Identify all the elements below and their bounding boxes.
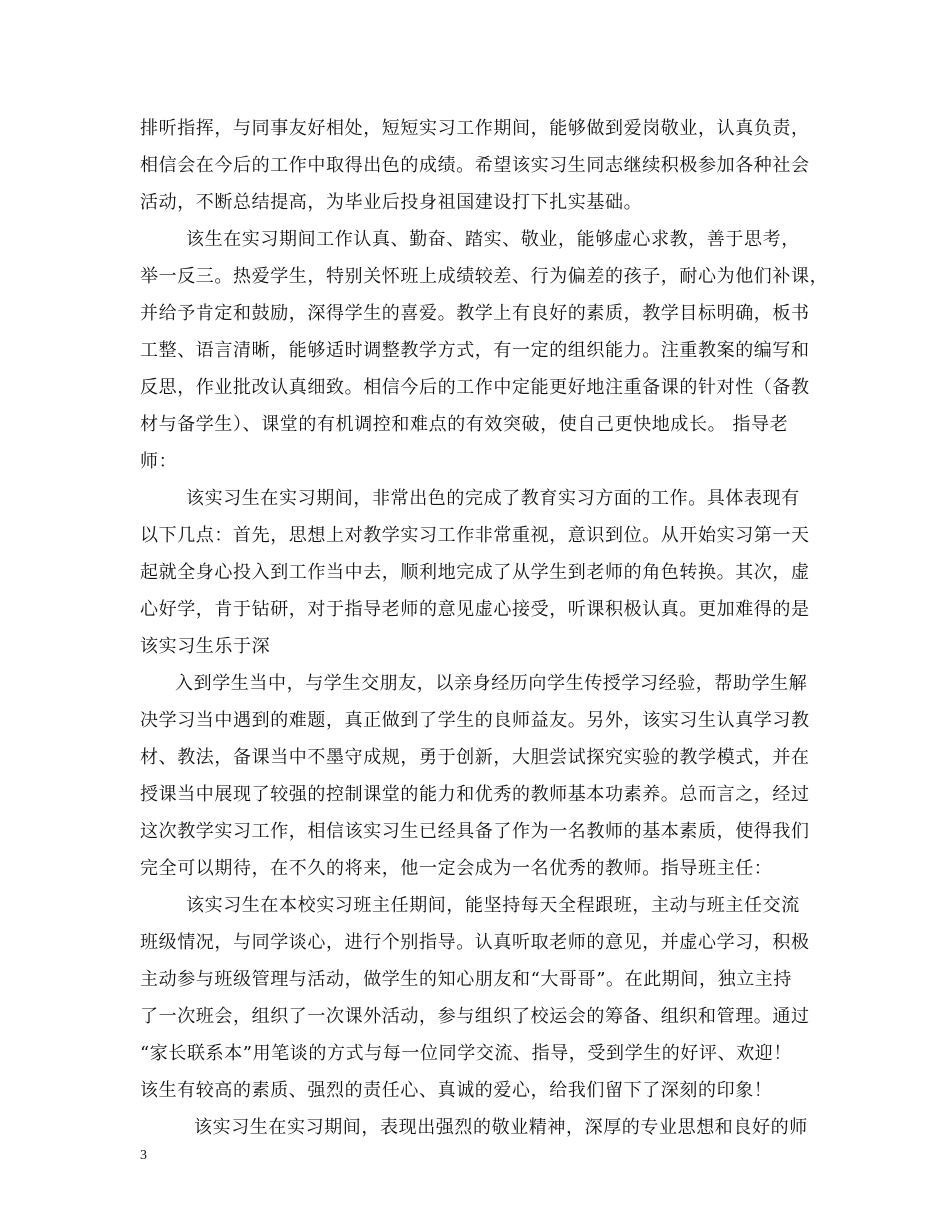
text-line: 入到学生当中，与学生交朋友，以亲身经历向学生传授学习经验，帮助学生解	[175, 673, 808, 694]
text-line: 以下几点：首先，思想上对教学实习工作非常重视，意识到位。从开始实习第一天	[140, 525, 810, 546]
text-line: 授课当中展现了较强的控制课堂的能力和优秀的教师基本功素养。总而言之，经过	[140, 784, 810, 805]
text-line: 反思，作业批改认真细致。相信今后的工作中定能更好地注重备课的针对性（备教	[140, 377, 810, 398]
text-line: 相信会在今后的工作中取得出色的成绩。希望该实习生同志继续积极参加各种社会	[140, 155, 810, 176]
page-number: 3	[140, 1148, 147, 1163]
text-line: 活动，不断总结提高，为毕业后投身祖国建设打下扎实基础。	[140, 192, 643, 213]
text-line: 举一反三。热爱学生，特别关怀班上成绩较差、行为偏差的孩子，耐心为他们补课，	[140, 266, 829, 287]
text-line: 决学习当中遇到的难题，真正做到了学生的良师益友。另外，该实习生认真学习教	[140, 710, 810, 731]
text-line: 该实习生在实习期间，非常出色的完成了教育实习方面的工作。具体表现有	[186, 488, 800, 509]
text-line: 师：	[140, 451, 178, 472]
text-line: 起就全身心投入到工作当中去，顺利地完成了从学生到老师的角色转换。其次，虚	[140, 562, 810, 583]
text-line: 心好学，肯于钻研，对于指导老师的意见虚心接受，听课积极认真。更加难得的是	[140, 599, 810, 620]
text-line: 该生在实习期间工作认真、勤奋、踏实、敬业，能够虚心求教，善于思考，	[186, 229, 800, 250]
text-line: 材、教法，备课当中不墨守成规，勇于创新，大胆尝试探究实验的教学模式，并在	[140, 747, 810, 768]
text-line: 完全可以期待，在不久的将来，他一定会成为一名优秀的教师。指导班主任：	[140, 858, 773, 879]
text-line: 主动参与班级管理与活动，做学生的知心朋友和“大哥哥”。在此期间，独立主持	[140, 969, 793, 990]
text-line: 班级情况，与同学谈心，进行个别指导。认真听取老师的意见，并虚心学习，积极	[140, 932, 810, 953]
text-line: 这次教学实习工作，相信该实习生已经具备了作为一名教师的基本素质，使得我们	[140, 821, 810, 842]
text-line: “家长联系本”用笔谈的方式与每一位同学交流、指导，受到学生的好评、欢迎！	[140, 1043, 793, 1064]
text-line: 该生有较高的素质、强烈的责任心、真诚的爱心，给我们留下了深刻的印象！	[140, 1080, 773, 1101]
text-line: 工整、语言清晰，能够适时调整教学方式，有一定的组织能力。注重教案的编写和	[140, 340, 810, 361]
text-line: 材与备学生）、课堂的有机调控和难点的有效突破，使自己更快地成长。 指导老	[140, 414, 789, 435]
text-line: 该实习生在本校实习班主任期间，能坚持每天全程跟班，主动与班主任交流	[186, 895, 800, 916]
text-line: 该实习生乐于深	[140, 636, 271, 657]
text-line: 并给予肯定和鼓励，深得学生的喜爱。教学上有良好的素质，教学目标明确，板书	[140, 303, 810, 324]
text-line: 了一次班会，组织了一次课外活动，参与组织了校运会的筹备、组织和管理。通过	[140, 1006, 810, 1027]
text-line: 该实习生在实习期间，表现出强烈的敬业精神，深厚的专业思想和良好的师	[194, 1117, 808, 1138]
text-line: 排听指挥，与同事友好相处，短短实习工作期间，能够做到爱岗敬业，认真负责，	[140, 118, 810, 139]
